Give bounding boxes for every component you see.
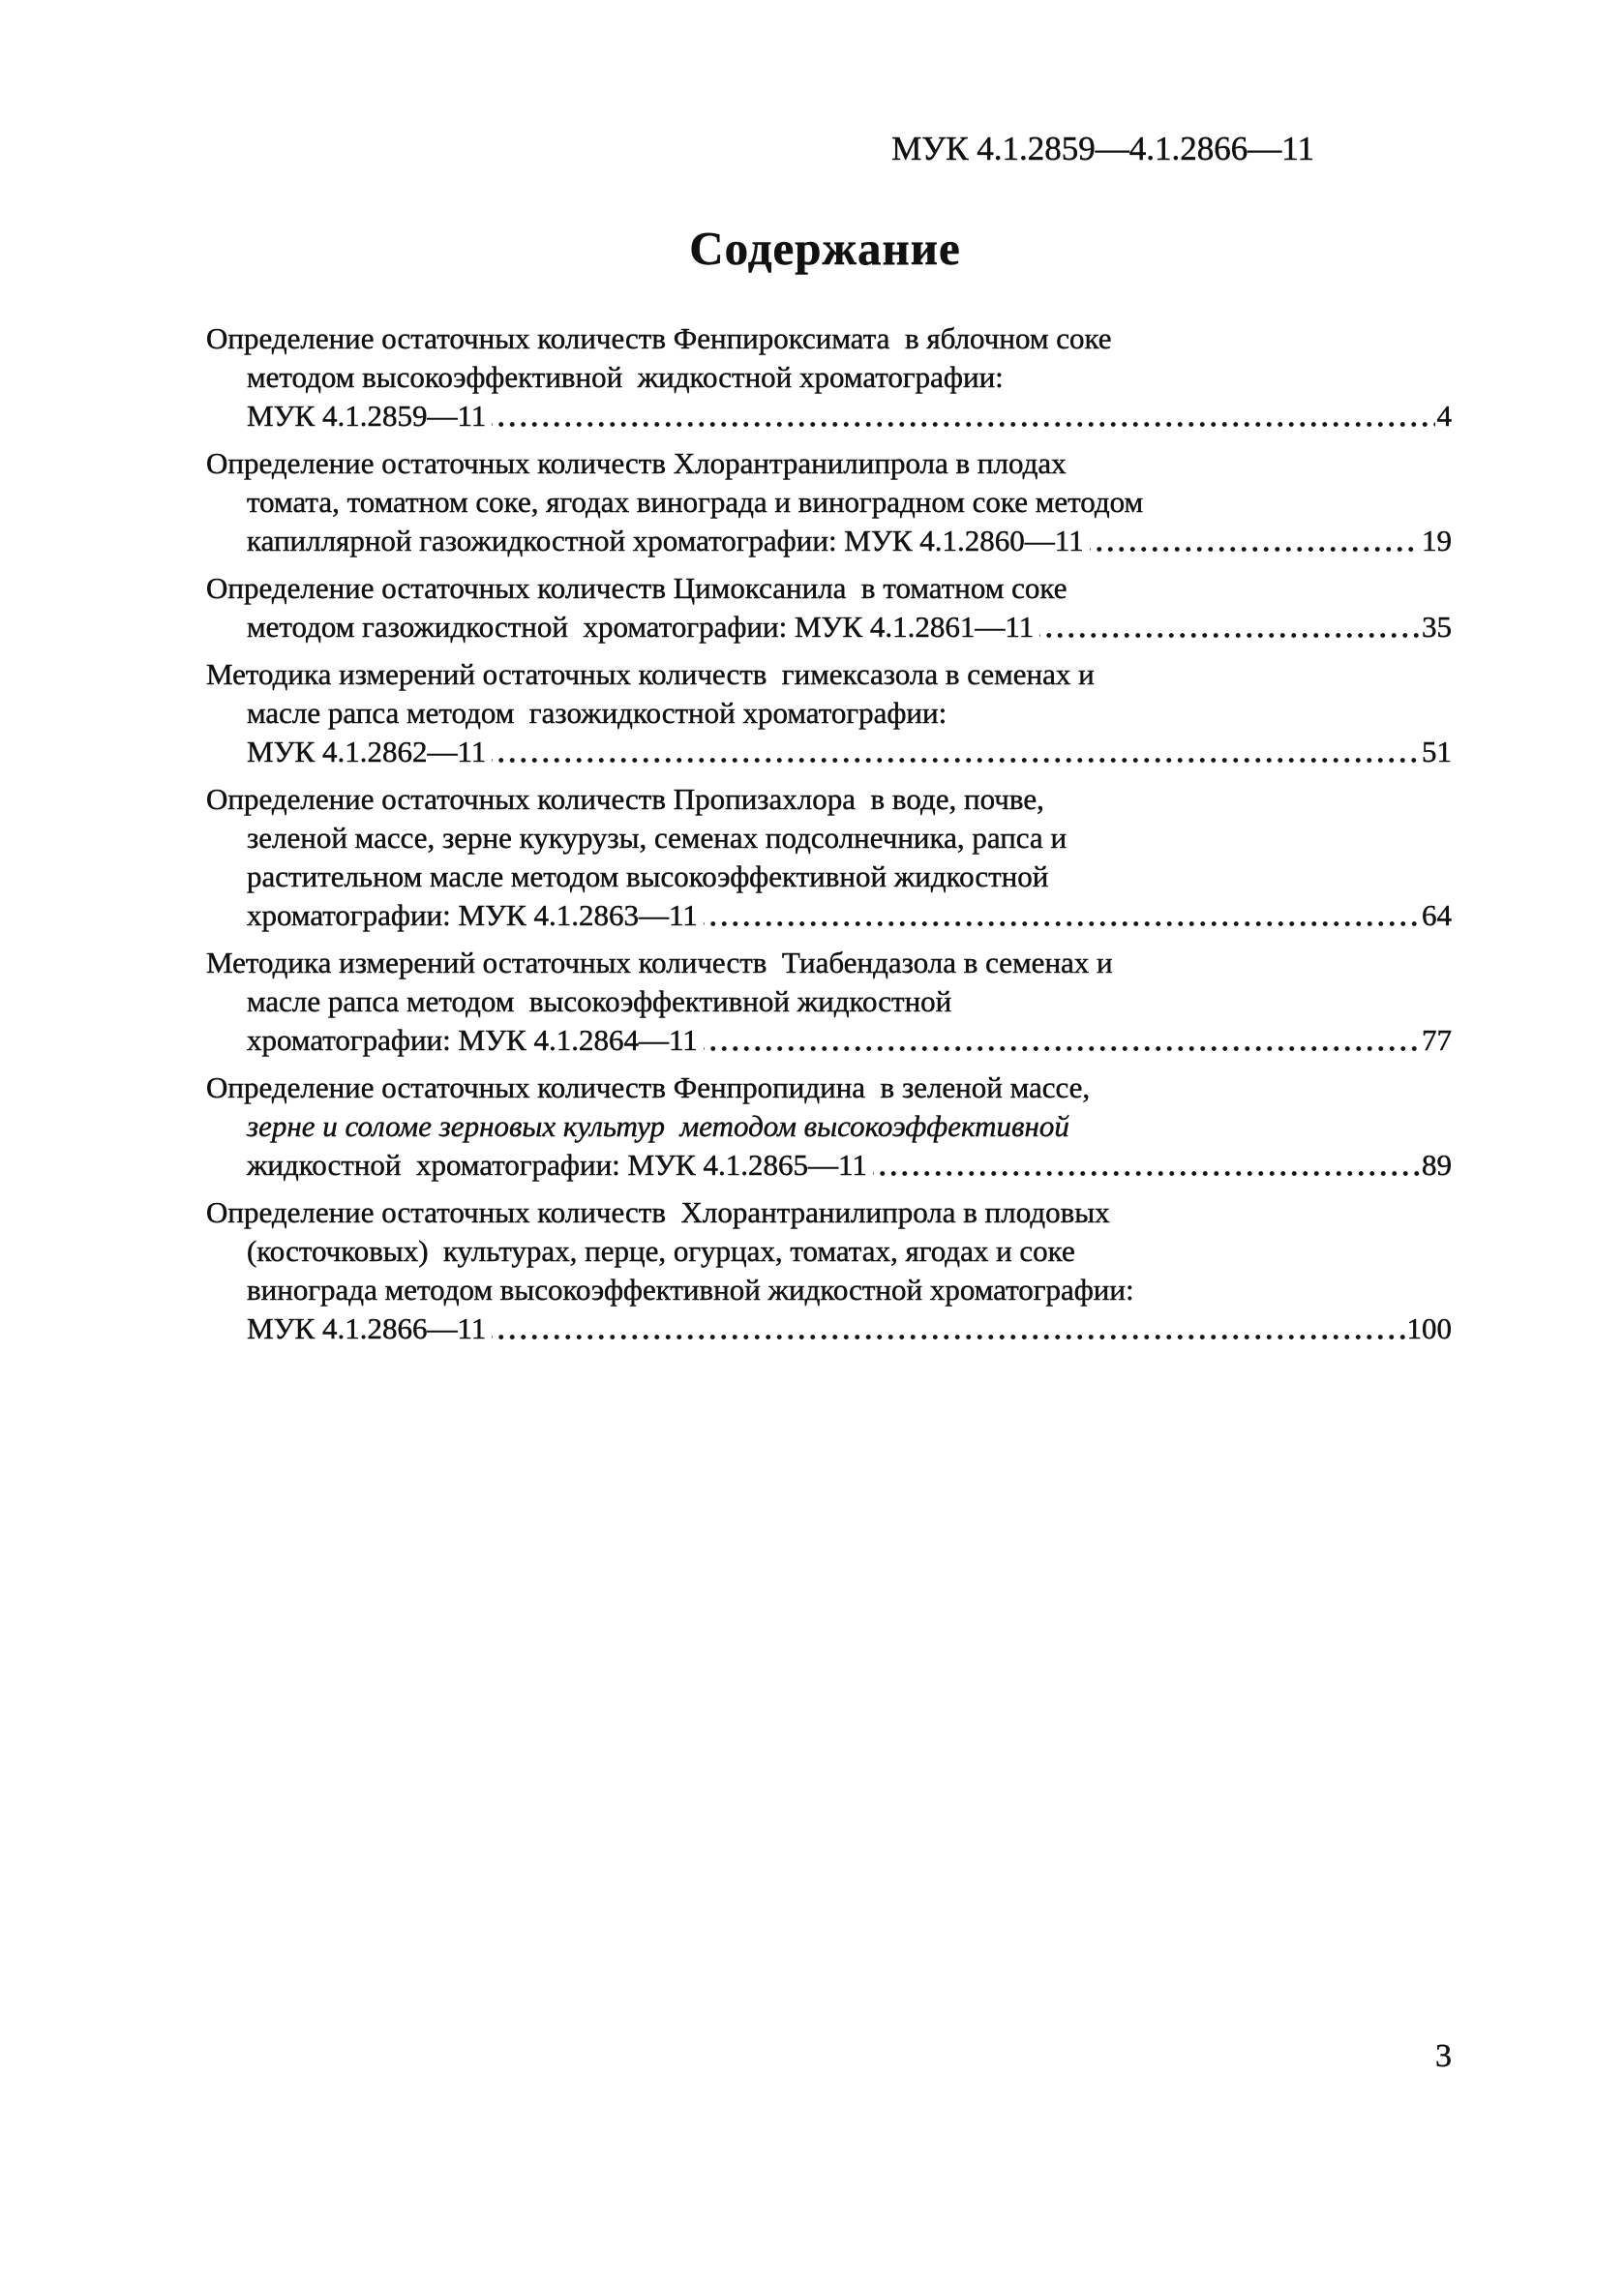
toc-entry-tail-text: хроматографии: МУК 4.1.2863—11	[247, 898, 698, 932]
toc-entry-text-line: (косточковых) культурах, перце, огурцах, томатах, ягодах и соке	[247, 1234, 1075, 1268]
toc-entry-text-line: Определение остаточных количеств Цимоксанила в томатном соке	[206, 571, 1068, 605]
toc-entry	[206, 655, 1452, 771]
toc-entry-text-line: Методика измерений остаточных количеств гимексазола в семенах и	[206, 657, 1095, 691]
toc-entry	[206, 1193, 1452, 1348]
toc-entry-tail-line	[206, 896, 1452, 935]
toc-entry-page-number: 19	[1422, 524, 1452, 557]
toc-entry-page-number: 100	[1406, 1311, 1452, 1345]
toc-entry-page-number: 89	[1422, 1148, 1452, 1182]
toc-entry-tail-line	[206, 522, 1452, 560]
toc-entry-page-number: 4	[1436, 399, 1452, 433]
toc-entry-page-number: 51	[1422, 735, 1452, 768]
toc-entry-tail-text: МУК 4.1.2859—11	[247, 399, 487, 433]
toc-entry-text-line: зеленой массе, зерне кукурузы, семенах подсолнечника, рапса и	[247, 821, 1068, 855]
toc-entry-tail-text: капиллярной газожидкостной хроматографии: МУК 4.1.2860—11	[247, 524, 1084, 557]
toc-entry-text-line: томата, томатном соке, ягодах винограда и виноградном соке методом	[247, 485, 1144, 519]
toc-entry-tail-line	[206, 608, 1452, 647]
toc-entry-text-line: Определение остаточных количеств Пропизахлора в воде, почве,	[206, 782, 1044, 816]
toc-entry	[206, 1068, 1452, 1185]
toc-entry-text-line: Методика измерений остаточных количеств Тиабендазола в семенах и	[206, 946, 1113, 979]
toc-entry-text-line: Определение остаточных количеств Хлорантранилипрола в плодовых	[206, 1195, 1110, 1229]
toc-entry-tail-text: жидкостной хроматографии: МУК 4.1.2865—11	[247, 1148, 867, 1182]
toc-entry	[206, 569, 1452, 647]
dot-leader	[492, 733, 1420, 771]
dot-leader	[873, 1146, 1420, 1185]
toc-list	[206, 319, 1452, 1357]
toc-entry-text-line: зерне и соломе зерновых культур методом высокоэффективной	[247, 1109, 1069, 1143]
toc-entry-tail-text: МУК 4.1.2866—11	[247, 1311, 487, 1345]
toc-entry-tail-line	[206, 397, 1452, 436]
toc-entry-text-line: растительном масле методом высокоэффективной жидкостной	[247, 859, 1049, 893]
toc-entry-text-line: винограда методом высокоэффективной жидкостной хроматографии:	[247, 1273, 1134, 1307]
toc-entry-tail-line	[206, 1309, 1452, 1348]
toc-entry-page-number: 77	[1422, 1023, 1452, 1057]
dot-leader	[1039, 608, 1420, 647]
dot-leader	[492, 397, 1434, 436]
toc-entry	[206, 319, 1452, 436]
toc-entry	[206, 444, 1452, 560]
toc-entry-tail-text: методом газожидкостной хроматографии: МУК 4.1.2861—11	[247, 610, 1035, 644]
toc-entry-tail-text: МУК 4.1.2862—11	[247, 735, 487, 768]
toc-entry-tail-line	[206, 733, 1452, 771]
page-title: Содержание	[689, 222, 961, 275]
dot-leader	[1090, 522, 1420, 560]
page-number: 3	[1435, 2038, 1452, 2074]
toc-entry-page-number: 64	[1422, 898, 1452, 932]
dot-leader	[704, 1021, 1420, 1060]
toc-entry-text-line: Определение остаточных количеств Фенпропидина в зеленой массе,	[206, 1070, 1091, 1104]
toc-entry-tail-text: хроматографии: МУК 4.1.2864—11	[247, 1023, 698, 1057]
toc-entry-text-line: масле рапса методом газожидкостной хроматографии:	[247, 696, 947, 730]
document-code-header: МУК 4.1.2859—4.1.2866—11	[891, 130, 1314, 167]
toc-entry-text-line: методом высокоэффективной жидкостной хроматографии:	[247, 360, 1004, 394]
toc-entry	[206, 780, 1452, 935]
toc-entry	[206, 944, 1452, 1060]
toc-entry-tail-line	[206, 1146, 1452, 1185]
toc-entry-text-line: Определение остаточных количеств Хлорантранилипрола в плодах	[206, 446, 1067, 480]
toc-entry-text-line: Определение остаточных количеств Фенпироксимата в яблочном соке	[206, 321, 1112, 355]
toc-entry-tail-line	[206, 1021, 1452, 1060]
toc-entry-text-line: масле рапса методом высокоэффективной жидкостной	[247, 984, 952, 1018]
toc-entry-page-number: 35	[1422, 610, 1452, 644]
dot-leader	[704, 896, 1420, 935]
dot-leader	[492, 1309, 1404, 1348]
